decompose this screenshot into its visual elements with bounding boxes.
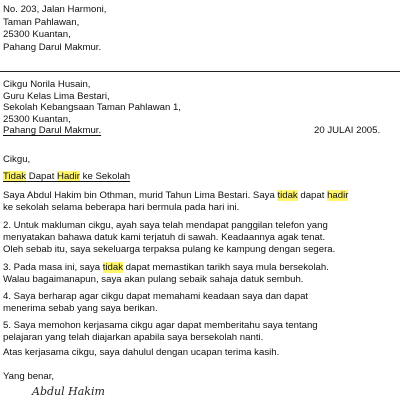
paragraph-5 <box>3 320 318 344</box>
paragraph-4 <box>3 291 308 315</box>
paragraph-line: 4. Saya berharap agar cikgu dapat memahami keadaan saya dan dapat <box>3 291 309 302</box>
text-run: dapat <box>297 190 328 201</box>
paragraph-line <box>3 262 329 274</box>
paragraph-line: ke sekolah selama beberapa hari bermula pada hari ini. <box>3 202 240 213</box>
thanks-line <box>3 347 279 359</box>
highlighted-word: Hadir <box>57 171 80 182</box>
highlighted-word: hadir <box>327 190 349 201</box>
sender-address-line: No. 203, Jalan Harmoni, <box>3 4 107 15</box>
paragraph-3 <box>3 262 329 286</box>
recipient-address-line: 25300 Kuantan, <box>3 113 71 125</box>
recipient-address <box>3 79 181 137</box>
paragraph-line: menyatakan bahawa datuk kami terjatuh di sawah. Keadaannya agak tenat. <box>3 232 326 243</box>
text-run: dapat memastikan tarikh saya mula bersekolah. <box>123 262 329 273</box>
paragraph-line: Walau bagaimanapun, saya akan pulang sebaik sahaja datuk sembuh. <box>3 274 304 285</box>
paragraph-line: menerima sebab yang saya berikan. <box>3 303 158 314</box>
subject-text: Dapat <box>26 171 58 182</box>
recipient-address-line: Sekolah Kebangsaan Taman Pahlawan 1, <box>3 102 181 113</box>
highlighted-word: tidak <box>102 262 123 273</box>
highlighted-word: tidak <box>277 190 298 201</box>
signature: Abdul Hakim <box>32 385 105 398</box>
sender-address-line: Taman Pahlawan, <box>3 16 80 28</box>
paragraph-line: 5. Saya memohon kerjasama cikgu agar dapat memberitahu saya tentang <box>3 320 318 331</box>
paragraph-line: Atas kerjasama cikgu, saya dahulul dengan ucapan terima kasih. <box>3 347 280 358</box>
recipient-address-line: Cikgu Norila Husain, <box>3 79 91 90</box>
address-divider <box>0 71 400 72</box>
subject-text: ke Sekolah <box>79 171 131 182</box>
salutation: Cikgu, <box>3 154 31 165</box>
paragraph-line: Oleh sebab itu, saya sekeluarga terpaksa pulang ke kampung dengan segera. <box>3 244 336 255</box>
sender-address-line: Pahang Darul Makmur. <box>3 41 102 53</box>
paragraph-line <box>3 190 348 202</box>
text-run: 3. Pada masa ini, saya <box>3 262 103 273</box>
closing: Yang benar, <box>3 371 55 382</box>
paragraph-2 <box>3 220 335 256</box>
paragraph-line: pelajaran yang telah diajarkan apabila saya bersekolah nanti. <box>3 332 264 343</box>
recipient-address-line: Guru Kelas Lima Bestari, <box>3 90 110 102</box>
letter-date: 20 JULAI 2005. <box>314 125 381 136</box>
paragraph-intro <box>3 190 348 214</box>
text-run: Saya Abdul Hakim bin Othman, murid Tahun Lima Bestari. Saya <box>3 190 278 201</box>
recipient-address-line: Pahang Darul Makmur. <box>3 125 102 136</box>
sender-address-line: 25300 Kuantan, <box>3 29 71 40</box>
paragraph-line: 2. Untuk makluman cikgu, ayah saya telah mendapat panggilan telefon yang <box>3 220 328 231</box>
highlighted-word: Tidak <box>3 171 27 182</box>
letter-subject <box>3 171 130 182</box>
sender-address <box>3 4 106 54</box>
